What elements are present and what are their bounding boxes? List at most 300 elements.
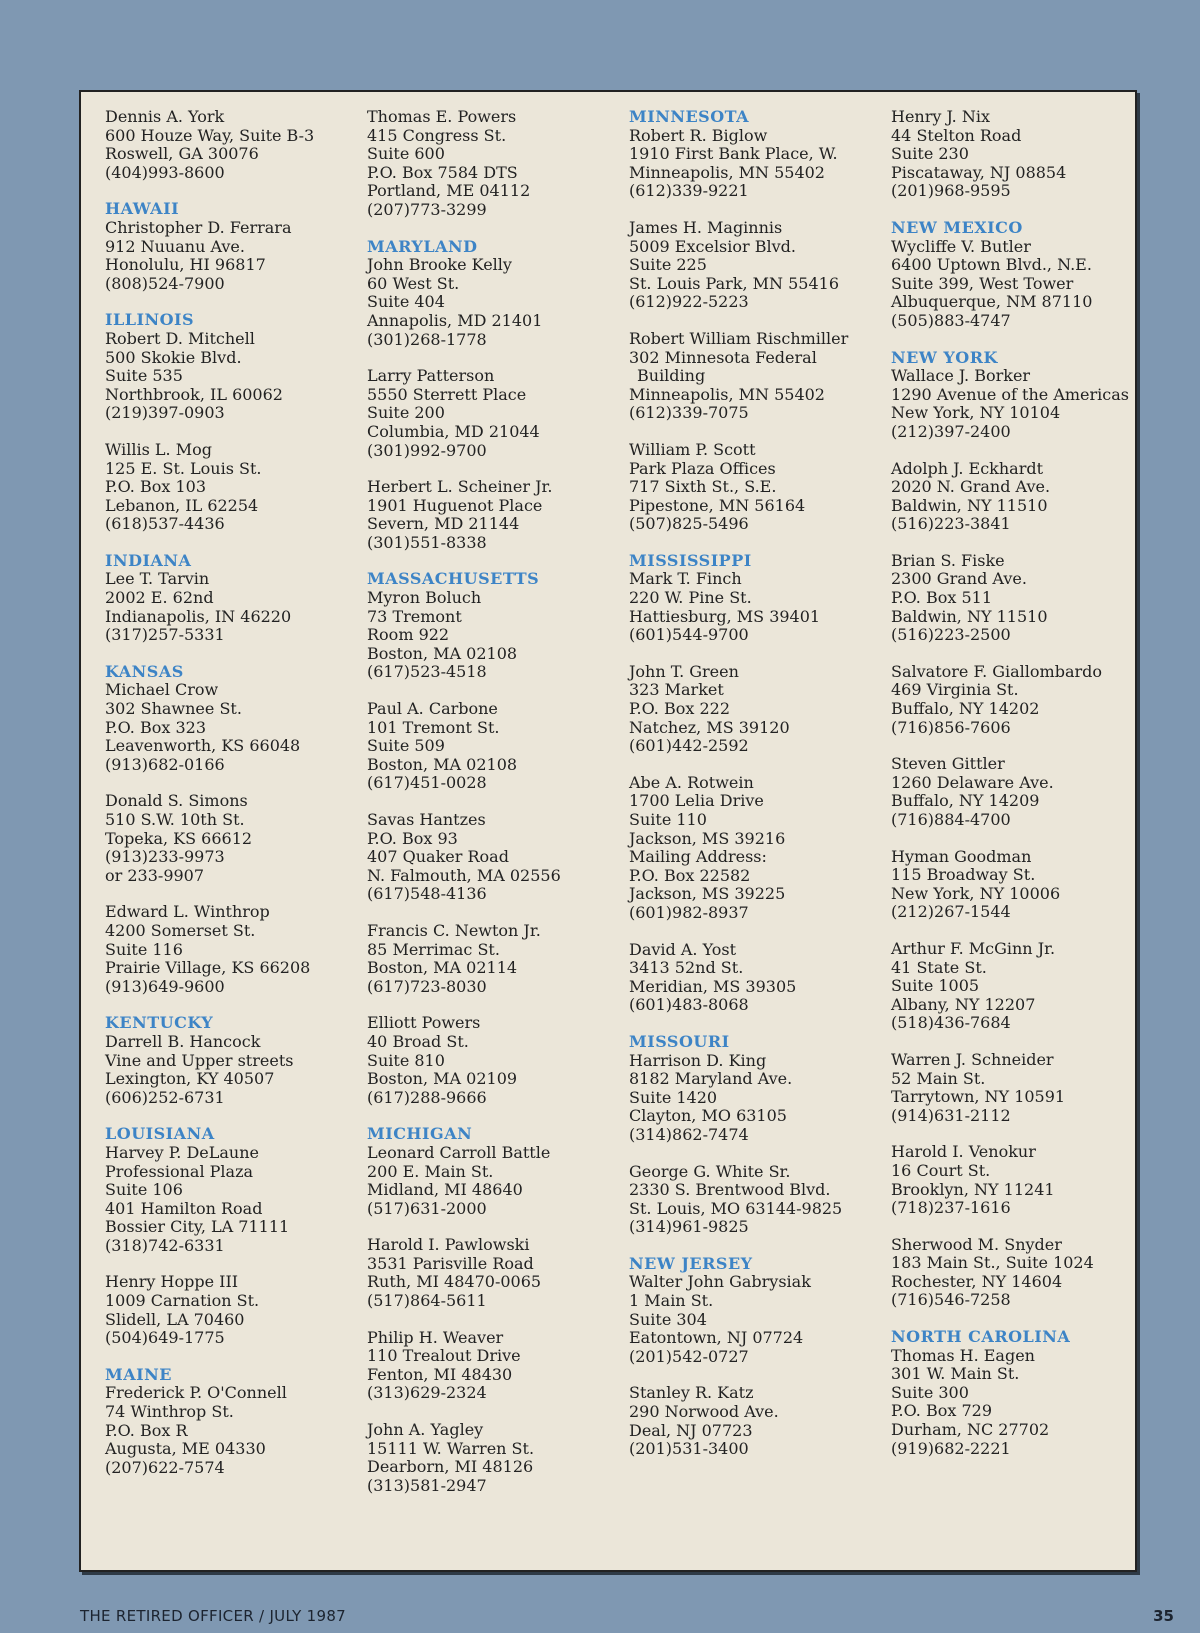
- entry-name: Harvey P. DeLaune: [105, 1142, 260, 1162]
- entry-line: (318)742-6331: [105, 1235, 225, 1255]
- entry-line: (314)961-9825: [629, 1217, 749, 1237]
- entry-line: Boston, MA 02108: [367, 754, 518, 774]
- entry-line: 469 Virginia St.: [891, 680, 1019, 700]
- state-heading: LOUISIANA: [105, 1124, 215, 1144]
- state-heading: HAWAII: [105, 199, 180, 219]
- directory-entry: [105, 903, 355, 996]
- entry-name: Savas Hantzes: [367, 810, 486, 829]
- entry-line: Boston, MA 02109: [367, 1069, 518, 1089]
- entry-name: Christopher D. Ferrara: [105, 217, 292, 237]
- directory-entry: [367, 922, 617, 996]
- entry-name: Abe A. Rotwein: [629, 772, 754, 792]
- entry-line: 510 S.W. 10th St.: [105, 810, 245, 829]
- entry-name: Adolph J. Eckhardt: [891, 458, 1044, 478]
- state-heading: INDIANA: [105, 550, 192, 570]
- entry-line: Eatontown, NJ 07724: [629, 1328, 804, 1348]
- state-heading: NEW JERSEY: [629, 1253, 753, 1273]
- publication-footer: THE RETIRED OFFICER / JULY 1987: [80, 1607, 347, 1625]
- directory-entry: [105, 1144, 355, 1256]
- entry-line: 183 Main St., Suite 1024: [891, 1253, 1094, 1273]
- entry-line: (618)537-4436: [105, 514, 225, 534]
- entry-line: 1910 First Bank Place, W.: [629, 144, 838, 164]
- entry-name: John A. Yagley: [367, 1420, 484, 1440]
- directory-entry: [629, 1384, 879, 1458]
- entry-line: Ruth, MI 48470-0065: [367, 1272, 542, 1292]
- entry-line: 323 Market: [629, 680, 724, 700]
- entry-line: 220 W. Pine St.: [629, 588, 752, 608]
- entry-line: Suite 1005: [891, 976, 980, 996]
- entry-line: Jackson, MS 39216: [629, 828, 786, 848]
- entry-line: P.O. Box R: [105, 1420, 188, 1440]
- entry-line: 301 W. Main St.: [891, 1364, 1020, 1384]
- state-heading: MICHIGAN: [367, 1124, 473, 1144]
- entry-line: (601)982-8937: [629, 902, 749, 922]
- entry-line: (601)483-8068: [629, 995, 749, 1015]
- entry-line: P.O. Box 7584 DTS: [367, 162, 518, 182]
- entry-line: Honolulu, HI 96817: [105, 255, 266, 275]
- directory-column-4: [891, 108, 1141, 1458]
- entry-line: 3413 52nd St.: [629, 958, 744, 978]
- state-heading: ILLINOIS: [105, 310, 195, 330]
- entry-line: (617)451-0028: [367, 773, 487, 793]
- entry-line: Buffalo, NY 14209: [891, 791, 1040, 811]
- entry-line: Boston, MA 02114: [367, 958, 518, 978]
- entry-line: Building: [637, 366, 706, 386]
- directory-entry: [367, 1236, 617, 1310]
- directory-entry: [891, 1236, 1141, 1310]
- state-heading: MAINE: [105, 1364, 172, 1384]
- entry-line: 2020 N. Grand Ave.: [891, 477, 1051, 497]
- directory-entry: [367, 367, 617, 460]
- entry-name: Larry Patterson: [367, 366, 495, 386]
- directory-entry: [367, 1421, 617, 1495]
- entry-line: Dearborn, MI 48126: [367, 1457, 534, 1477]
- entry-line: Boston, MA 02108: [367, 643, 518, 663]
- entry-line: 44 Stelton Road: [891, 125, 1022, 145]
- entry-line: 115 Broadway St.: [891, 865, 1036, 885]
- entry-name: Paul A. Carbone: [367, 699, 498, 719]
- directory-entry: [105, 1384, 355, 1477]
- entry-line: Lexington, KY 40507: [105, 1069, 275, 1089]
- directory-entry: [891, 1051, 1141, 1125]
- directory-entry: [105, 570, 355, 644]
- entry-name: Walter John Gabrysiak: [629, 1272, 811, 1292]
- entry-name: Herbert L. Scheiner Jr.: [367, 477, 553, 497]
- directory-entry: [367, 700, 617, 793]
- entry-line: (617)723-8030: [367, 976, 487, 996]
- entry-line: (612)339-7075: [629, 403, 749, 423]
- entry-line: Suite 200: [367, 403, 445, 423]
- entry-name: David A. Yost: [629, 939, 737, 959]
- entry-name: Willis L. Mog: [105, 439, 212, 459]
- entry-line: 41 State St.: [891, 957, 987, 977]
- entry-line: Rochester, NY 14604: [891, 1271, 1063, 1291]
- entry-line: Midland, MI 48640: [367, 1180, 523, 1200]
- directory-entry: [891, 1143, 1141, 1217]
- entry-line: Suite 304: [629, 1309, 707, 1329]
- entry-line: (301)268-1778: [367, 329, 487, 349]
- entry-line: (716)884-4700: [891, 810, 1011, 829]
- entry-line: (404)993-8600: [105, 162, 225, 182]
- entry-line: 16 Court St.: [891, 1160, 991, 1180]
- state-heading: MISSOURI: [629, 1031, 730, 1051]
- entry-line: Suite 300: [891, 1382, 969, 1402]
- entry-line: 1901 Huguenot Place: [367, 495, 543, 515]
- entry-line: (313)629-2324: [367, 1383, 487, 1403]
- entry-line: Clayton, MO 63105: [629, 1106, 787, 1126]
- directory-entry: [891, 755, 1141, 829]
- entry-name: John Brooke Kelly: [367, 255, 512, 275]
- directory-entry: [629, 330, 879, 423]
- entry-line: Suite 399, West Tower: [891, 273, 1074, 293]
- entry-line: 85 Merrimac St.: [367, 939, 500, 959]
- entry-line: 4200 Somerset St.: [105, 920, 256, 940]
- entry-name: Henry J. Nix: [891, 107, 990, 126]
- entry-name: Elliott Powers: [367, 1013, 481, 1033]
- entry-line: 401 Hamilton Road: [105, 1198, 263, 1218]
- entry-name: Edward L. Winthrop: [105, 902, 270, 922]
- entry-line: Severn, MD 21144: [367, 514, 520, 534]
- entry-line: Vine and Upper streets: [105, 1050, 294, 1070]
- entry-line: (601)442-2592: [629, 736, 749, 756]
- entry-line: (617)548-4136: [367, 884, 487, 904]
- entry-name: Thomas H. Eagen: [891, 1345, 1035, 1365]
- entry-line: (617)523-4518: [367, 662, 487, 682]
- directory-entry: [629, 774, 879, 923]
- entry-line: Suite 106: [105, 1180, 183, 1200]
- entry-line: Annapolis, MD 21401: [367, 310, 543, 330]
- entry-line: (507)825-5496: [629, 514, 749, 534]
- entry-line: Durham, NC 27702: [891, 1420, 1050, 1440]
- directory-entry: [891, 663, 1141, 737]
- entry-line: 74 Winthrop St.: [105, 1402, 234, 1422]
- entry-line: 912 Nuuanu Ave.: [105, 236, 245, 256]
- entry-line: Suite 116: [105, 939, 183, 959]
- entry-name: Harold I. Venokur: [891, 1142, 1036, 1162]
- directory-entry: [367, 108, 617, 220]
- entry-line: (301)992-9700: [367, 440, 487, 460]
- state-heading: MARYLAND: [367, 236, 478, 256]
- entry-line: New York, NY 10104: [891, 403, 1061, 423]
- entry-line: Topeka, KS 66612: [105, 828, 253, 848]
- entry-name: Wycliffe V. Butler: [891, 236, 1031, 256]
- entry-line: or 233-9907: [105, 865, 205, 885]
- directory-entry: [629, 941, 879, 1015]
- entry-line: (919)682-2221: [891, 1438, 1011, 1458]
- directory-entry: [105, 681, 355, 774]
- state-heading: NORTH CAROLINA: [891, 1327, 1071, 1347]
- directory-column-1: [105, 108, 355, 1477]
- directory-entry: [367, 811, 617, 904]
- entry-line: 6400 Uptown Blvd., N.E.: [891, 255, 1092, 275]
- entry-name: Henry Hoppe III: [105, 1272, 239, 1292]
- entry-line: Augusta, ME 04330: [105, 1439, 266, 1459]
- directory-entry: [629, 663, 879, 756]
- entry-name: Darrell B. Hancock: [105, 1031, 261, 1051]
- entry-line: 125 E. St. Louis St.: [105, 458, 262, 478]
- entry-line: P.O. Box 729: [891, 1401, 992, 1421]
- directory-entry: [367, 1144, 617, 1218]
- entry-line: (612)339-9221: [629, 181, 749, 201]
- entry-line: 73 Tremont: [367, 606, 462, 626]
- entry-name: Myron Boluch: [367, 588, 482, 608]
- entry-line: 407 Quaker Road: [367, 847, 509, 867]
- entry-line: (913)649-9600: [105, 976, 225, 996]
- entry-line: Suite 600: [367, 144, 445, 164]
- entry-line: 5009 Excelsior Blvd.: [629, 236, 796, 256]
- entry-name: Robert D. Mitchell: [105, 328, 255, 348]
- state-heading: KANSAS: [105, 661, 184, 681]
- entry-line: 600 Houze Way, Suite B-3: [105, 125, 315, 145]
- entry-line: Indianapolis, IN 46220: [105, 606, 292, 626]
- entry-line: 500 Skokie Blvd.: [105, 347, 242, 367]
- entry-line: (219)397-0903: [105, 403, 225, 423]
- entry-name: Donald S. Simons: [105, 791, 248, 811]
- entry-line: 2002 E. 62nd: [105, 588, 214, 608]
- directory-entry: [629, 127, 879, 201]
- state-heading: NEW MEXICO: [891, 217, 1023, 237]
- entry-line: (301)551-8338: [367, 532, 487, 552]
- entry-line: Meridian, MS 39305: [629, 976, 797, 996]
- entry-line: (504)649-1775: [105, 1328, 225, 1348]
- directory-entry: [105, 219, 355, 293]
- entry-name: Michael Crow: [105, 680, 219, 700]
- entry-line: Columbia, MD 21044: [367, 421, 540, 441]
- entry-line: (913)233-9973: [105, 847, 225, 867]
- entry-line: (517)864-5611: [367, 1291, 487, 1311]
- directory-entry: [367, 478, 617, 552]
- directory-entry: [105, 792, 355, 885]
- directory-entry: [367, 589, 617, 682]
- directory-entry: [105, 1273, 355, 1347]
- entry-line: N. Falmouth, MA 02556: [367, 865, 561, 885]
- entry-line: Northbrook, IL 60062: [105, 384, 283, 404]
- entry-line: Suite 230: [891, 144, 969, 164]
- entry-line: (313)581-2947: [367, 1475, 487, 1495]
- entry-line: 302 Shawnee St.: [105, 699, 242, 719]
- entry-line: 2300 Grand Ave.: [891, 569, 1027, 589]
- entry-line: Buffalo, NY 14202: [891, 699, 1040, 719]
- entry-line: P.O. Box 22582: [629, 865, 751, 885]
- entry-line: 40 Broad St.: [367, 1031, 469, 1051]
- entry-line: Suite 404: [367, 292, 445, 312]
- state-heading: MISSISSIPPI: [629, 550, 752, 570]
- entry-line: 60 West St.: [367, 273, 460, 293]
- entry-line: Natchez, MS 39120: [629, 717, 790, 737]
- entry-line: 1009 Carnation St.: [105, 1291, 260, 1311]
- entry-line: 290 Norwood Ave.: [629, 1402, 779, 1422]
- entry-name: Salvatore F. Giallombardo: [891, 661, 1103, 681]
- entry-line: (516)223-3841: [891, 514, 1011, 534]
- entry-line: Deal, NJ 07723: [629, 1420, 753, 1440]
- entry-line: (505)883-4747: [891, 310, 1011, 330]
- state-heading: NEW YORK: [891, 347, 998, 367]
- entry-name: Steven Gittler: [891, 754, 1005, 774]
- directory-panel: [79, 90, 1137, 1572]
- entry-name: James H. Maginnis: [629, 217, 783, 237]
- entry-line: Portland, ME 04112: [367, 181, 531, 201]
- directory-entry: [891, 367, 1141, 441]
- entry-line: Roswell, GA 30076: [105, 144, 259, 164]
- entry-line: 1290 Avenue of the Americas: [891, 384, 1129, 404]
- entry-line: (914)631-2112: [891, 1105, 1011, 1125]
- entry-line: (617)288-9666: [367, 1087, 487, 1107]
- directory-entry: [629, 219, 879, 312]
- entry-name: Philip H. Weaver: [367, 1327, 504, 1347]
- entry-line: New York, NY 10006: [891, 883, 1061, 903]
- directory-entry: [891, 848, 1141, 922]
- entry-name: Brian S. Fiske: [891, 550, 1005, 570]
- entry-line: Minneapolis, MN 55402: [629, 162, 825, 182]
- entry-name: William P. Scott: [629, 439, 756, 459]
- entry-line: St. Louis, MO 63144-9825: [629, 1198, 843, 1218]
- entry-line: P.O. Box 323: [105, 717, 206, 737]
- entry-line: 1 Main St.: [629, 1291, 714, 1311]
- directory-entry: [891, 552, 1141, 645]
- entry-line: Albuquerque, NM 87110: [891, 292, 1093, 312]
- entry-name: Thomas E. Powers: [367, 107, 517, 126]
- directory-entry: [105, 108, 355, 182]
- state-heading: KENTUCKY: [105, 1013, 214, 1033]
- directory-entry: [105, 441, 355, 534]
- entry-line: 8182 Maryland Ave.: [629, 1069, 793, 1089]
- entry-name: Leonard Carroll Battle: [367, 1142, 551, 1162]
- entry-line: (314)862-7474: [629, 1124, 749, 1144]
- entry-line: Suite 110: [629, 810, 707, 829]
- entry-name: Francis C. Newton Jr.: [367, 920, 541, 940]
- directory-entry: [105, 1033, 355, 1107]
- entry-line: P.O. Box 93: [367, 828, 458, 848]
- entry-line: 52 Main St.: [891, 1068, 986, 1088]
- entry-line: 2330 S. Brentwood Blvd.: [629, 1180, 831, 1200]
- entry-line: St. Louis Park, MN 55416: [629, 273, 840, 293]
- entry-name: Lee T. Tarvin: [105, 569, 210, 589]
- directory-entry: [629, 1273, 879, 1366]
- directory-entry: [105, 330, 355, 423]
- entry-line: (718)237-1616: [891, 1198, 1011, 1218]
- entry-name: Mark T. Finch: [629, 569, 742, 589]
- entry-line: (201)542-0727: [629, 1346, 749, 1366]
- directory-entry: [629, 1052, 879, 1145]
- entry-line: 15111 W. Warren St.: [367, 1438, 535, 1458]
- directory-entry: [891, 108, 1141, 201]
- entry-line: 302 Minnesota Federal: [629, 347, 817, 367]
- entry-line: (716)546-7258: [891, 1290, 1011, 1310]
- entry-line: Room 922: [367, 625, 450, 645]
- directory-entry: [891, 238, 1141, 331]
- entry-line: (207)622-7574: [105, 1457, 225, 1477]
- entry-name: Arthur F. McGinn Jr.: [891, 938, 1056, 958]
- entry-line: 101 Tremont St.: [367, 717, 500, 737]
- entry-line: (716)856-7606: [891, 717, 1011, 737]
- entry-line: (212)267-1544: [891, 902, 1011, 922]
- entry-line: (808)524-7900: [105, 273, 225, 293]
- entry-line: Suite 225: [629, 255, 707, 275]
- directory-entry: [367, 1329, 617, 1403]
- entry-name: George G. White Sr.: [629, 1161, 791, 1181]
- page-number: 35: [1153, 1607, 1174, 1625]
- entry-name: Wallace J. Borker: [891, 366, 1031, 386]
- entry-line: P.O. Box 222: [629, 699, 730, 719]
- entry-line: (212)397-2400: [891, 421, 1011, 441]
- state-heading: MINNESOTA: [629, 107, 750, 126]
- entry-line: 5550 Sterrett Place: [367, 384, 527, 404]
- entry-line: Fenton, MI 48430: [367, 1364, 513, 1384]
- entry-line: (207)773-3299: [367, 199, 487, 219]
- entry-name: Warren J. Schneider: [891, 1049, 1054, 1069]
- directory-entry: [629, 570, 879, 644]
- entry-line: 3531 Parisville Road: [367, 1253, 534, 1273]
- entry-name: Sherwood M. Snyder: [891, 1234, 1062, 1254]
- entry-line: 110 Trealout Drive: [367, 1346, 521, 1366]
- entry-line: (201)968-9595: [891, 181, 1011, 201]
- entry-name: Robert William Rischmiller: [629, 328, 849, 348]
- entry-line: P.O. Box 511: [891, 588, 992, 608]
- entry-line: Prairie Village, KS 66208: [105, 958, 311, 978]
- entry-line: Tarrytown, NY 10591: [891, 1087, 1066, 1107]
- entry-name: Robert R. Biglow: [629, 125, 768, 145]
- entry-line: (517)631-2000: [367, 1198, 487, 1218]
- entry-line: Suite 535: [105, 366, 183, 386]
- entry-line: P.O. Box 103: [105, 477, 206, 497]
- entry-line: Suite 810: [367, 1050, 445, 1070]
- entry-line: (317)257-5331: [105, 625, 225, 645]
- entry-line: (201)531-3400: [629, 1439, 749, 1459]
- entry-line: Piscataway, NJ 08854: [891, 162, 1067, 182]
- entry-line: Mailing Address:: [629, 847, 767, 867]
- entry-name: John T. Green: [629, 661, 739, 681]
- entry-name: Frederick P. O'Connell: [105, 1383, 287, 1403]
- entry-line: Hattiesburg, MS 39401: [629, 606, 821, 626]
- directory-entry: [629, 441, 879, 534]
- directory-entry: [367, 256, 617, 349]
- entry-line: Baldwin, NY 11510: [891, 606, 1048, 626]
- directory-entry: [891, 1347, 1141, 1459]
- entry-line: 717 Sixth St., S.E.: [629, 477, 777, 497]
- entry-line: Lebanon, IL 62254: [105, 495, 259, 515]
- entry-name: Hyman Goodman: [891, 846, 1032, 866]
- directory-entry: [629, 1163, 879, 1237]
- entry-name: Dennis A. York: [105, 107, 225, 126]
- directory-entry: [367, 1014, 617, 1107]
- entry-line: Suite 1420: [629, 1087, 718, 1107]
- entry-name: Stanley R. Katz: [629, 1383, 754, 1403]
- entry-line: 1260 Delaware Ave.: [891, 772, 1054, 792]
- directory-entry: [891, 940, 1141, 1033]
- entry-line: Jackson, MS 39225: [629, 884, 786, 904]
- directory-entry: [891, 460, 1141, 534]
- entry-line: Brooklyn, NY 11241: [891, 1179, 1055, 1199]
- entry-line: (612)922-5223: [629, 292, 749, 312]
- entry-line: Professional Plaza: [105, 1161, 254, 1181]
- entry-line: 1700 Lelia Drive: [629, 791, 764, 811]
- entry-line: Pipestone, MN 56164: [629, 495, 806, 515]
- entry-name: Harrison D. King: [629, 1050, 767, 1070]
- entry-line: Bossier City, LA 71111: [105, 1217, 290, 1237]
- entry-line: (516)223-2500: [891, 625, 1011, 645]
- entry-line: Park Plaza Offices: [629, 458, 776, 478]
- state-heading: MASSACHUSETTS: [367, 569, 540, 589]
- entry-line: Baldwin, NY 11510: [891, 495, 1048, 515]
- directory-column-3: [629, 108, 879, 1459]
- entry-line: (601)544-9700: [629, 625, 749, 645]
- entry-name: Harold I. Pawlowski: [367, 1235, 530, 1255]
- entry-line: (606)252-6731: [105, 1087, 225, 1107]
- entry-line: 415 Congress St.: [367, 125, 507, 145]
- entry-line: (518)436-7684: [891, 1013, 1011, 1033]
- entry-line: 200 E. Main St.: [367, 1161, 494, 1181]
- entry-line: Leavenworth, KS 66048: [105, 736, 301, 756]
